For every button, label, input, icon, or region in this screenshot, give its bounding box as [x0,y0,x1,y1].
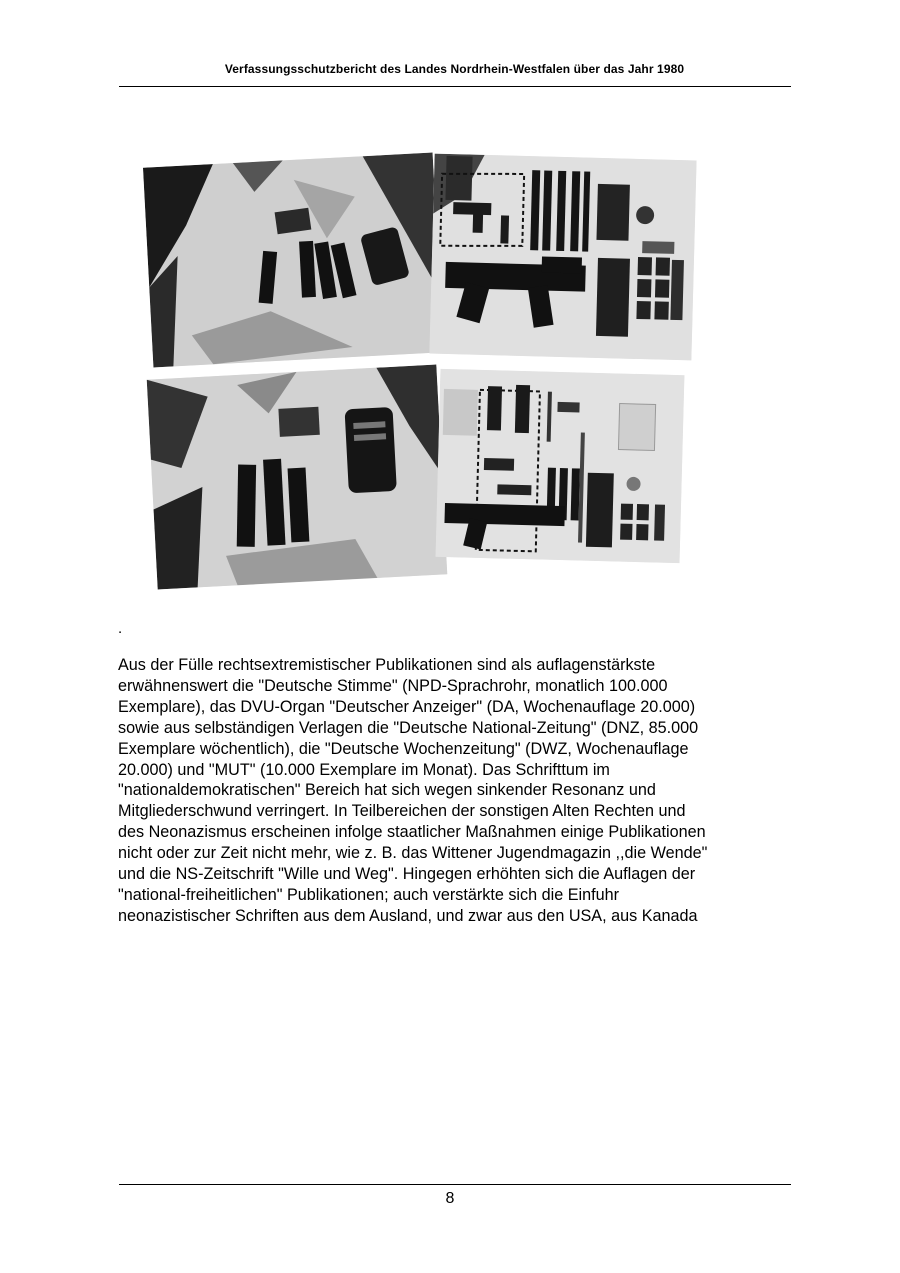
header-rule [119,86,791,87]
page-number: 8 [445,1190,455,1207]
photo-weapons-top-right [429,154,696,361]
separator-dot: . [118,620,123,637]
body-line: nicht oder zur Zeit nicht mehr, wie z. B. das Wittener Jugendmagazin ,,die Wende" [118,844,708,863]
photo-magazines-top-left [143,153,443,368]
running-header: Verfassungsschutzbericht des Landes Nordrhein-Westfalen über das Jahr 1980 [224,62,685,76]
body-line: Exemplare wöchentlich), die "Deutsche Wochenzeitung" (DWZ, Wochenauflage [118,739,689,758]
photo-magazines-bottom-left [147,365,448,590]
body-line: Aus der Fülle rechtsextremistischer Publikationen sind als auflagenstärkste [118,656,656,674]
body-line: "nationaldemokratischen" Bereich hat sich wegen sinkender Resonanz und [118,781,656,800]
body-line: sowie aus selbständigen Verlagen die "Deutsche National-Zeitung" (DNZ, 85.000 [118,718,699,737]
photo-weapons-bottom-right [436,369,685,563]
body-line: Mitgliederschwund verringert. In Teilbereichen der sonstigen Alten Rechten und [118,802,686,821]
body-line: und die NS-Zeitschrift "Wille und Weg". Hingegen erhöhten sich die Auflagen der [118,865,696,884]
body-line: Exemplare), das DVU-Organ "Deutscher Anzeiger" (DA, Wochenauflage 20.000) [118,697,696,716]
body-line: erwähnenswert die "Deutsche Stimme" (NPD-Sprachrohr, monatlich 100.000 [118,676,668,695]
body-line: 20.000) und "MUT" (10.000 Exemplare im Monat). Das Schrifttum im [118,760,610,779]
body-line: "national-freiheitlichen" Publikationen; auch verstärkte sich die Einfuhr [118,885,619,904]
footer-rule [119,1184,791,1185]
body-line: des Neonazismus erscheinen infolge staatlicher Maßnahmen einige Publikationen [118,823,706,842]
body-paragraph [118,655,798,927]
body-line: neonazistischer Schriften aus dem Ausland, und zwar aus den USA, aus Kanada [118,906,698,925]
